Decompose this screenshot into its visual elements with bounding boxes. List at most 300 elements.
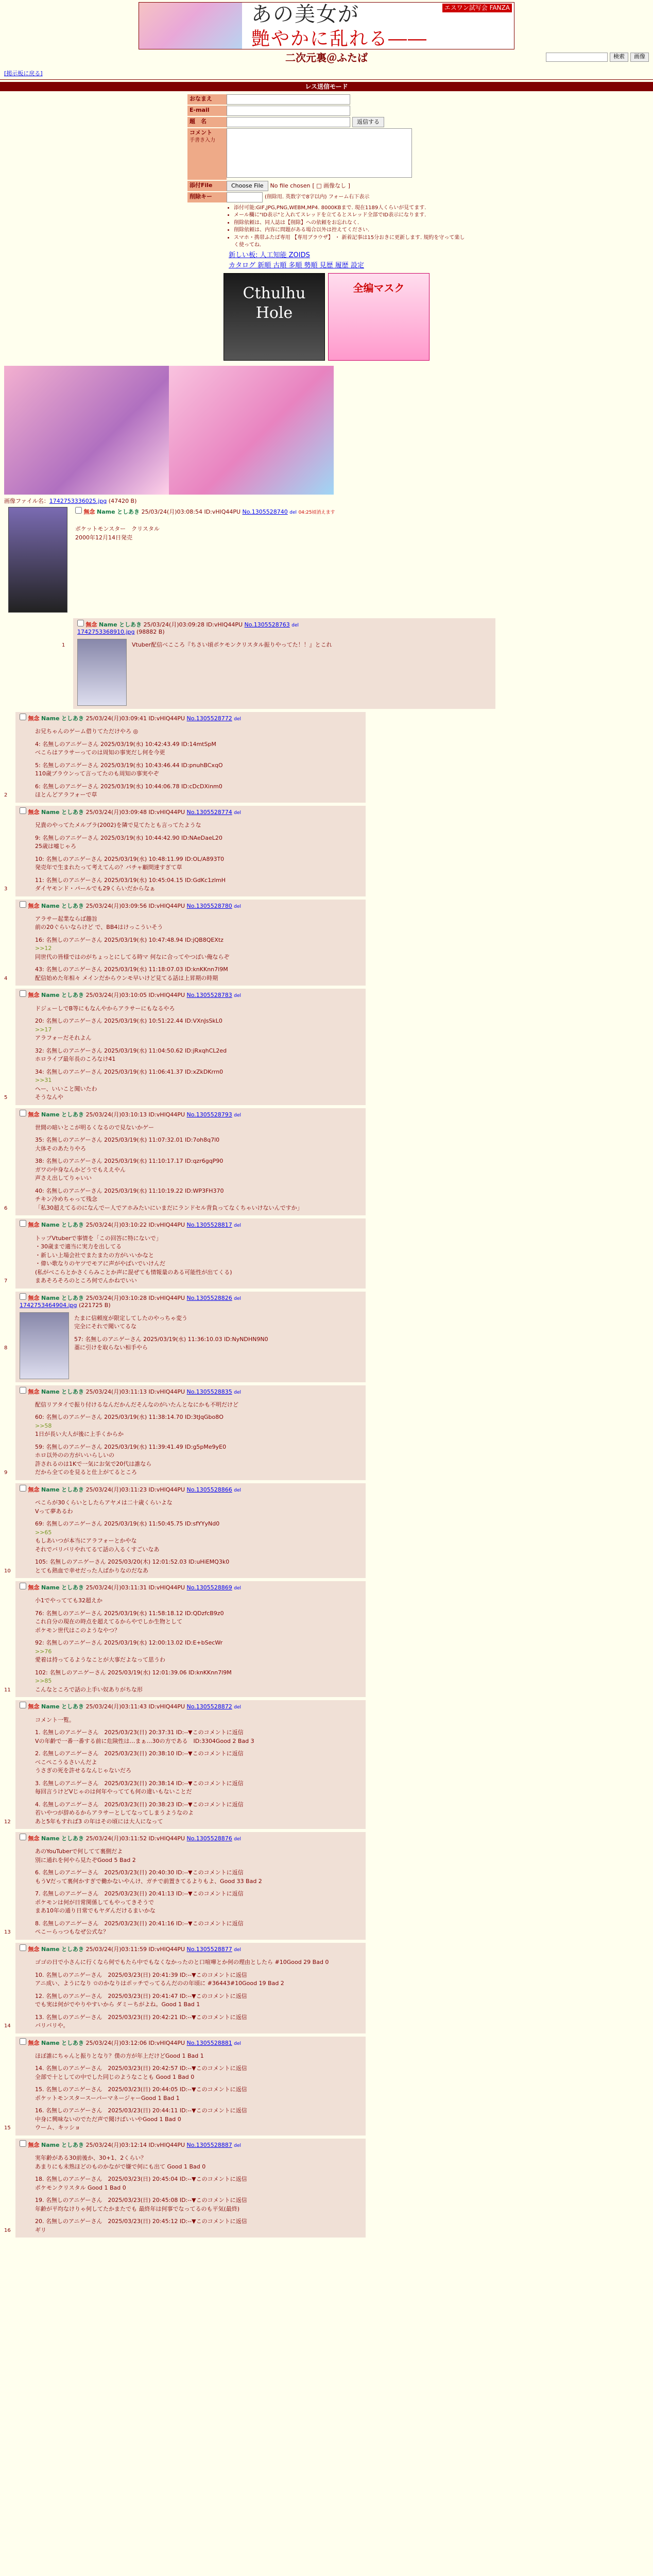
reply-author: としあき: [61, 1486, 84, 1493]
reply-name: Name: [41, 1945, 60, 1953]
reply-date: 25/03/24(月)03:11:13 ID:vHlQ44PU: [85, 1388, 185, 1395]
reply-date: 25/03/24(月)03:12:06 ID:vHlQ44PU: [85, 2039, 185, 2046]
reply-row: [4, 1943, 653, 2037]
reply-post: [15, 712, 366, 803]
reply-line: だから全てのを見ると仕上がてるところ: [35, 1469, 137, 1476]
op-author: としあき: [117, 509, 140, 515]
reply-line: でも実は何がでやりやすいから ダミーちがよね。Good 1 Bad 1: [35, 2001, 200, 2008]
reply-post-number[interactable]: No.1305528763: [244, 621, 290, 628]
reply-post-number[interactable]: No.1305528872: [186, 1703, 232, 1710]
reply-line: ポケットモンスタースーパーマネージャーGood 1 Bad 1: [35, 2094, 180, 2102]
reply-post: [15, 1385, 366, 1480]
reply-line: 92: 名無しのアニゲーさん 2025/03/19(水) 12:00:13.02 ID:E+bSecWr: [35, 1639, 223, 1647]
ad-headline-2: 艶やかに乱れる――: [251, 28, 428, 49]
reply-date: 25/03/24(月)03:09:28 ID:vHlQ44PU: [143, 621, 243, 628]
reply-name: Name: [41, 1222, 60, 1229]
reply-line: ギリ: [35, 2226, 46, 2233]
reply-del-link[interactable]: del: [291, 623, 299, 628]
reply-checkbox[interactable]: [20, 807, 26, 814]
reply-line: 12. 名無しのアニゲーさん 2025/03/23(日) 20:41:47 ID:--▼このコメントに返信: [35, 1992, 247, 1999]
reply-line: 藁に引けを取らない相手やら: [74, 1344, 148, 1351]
reply-line: >>58: [35, 1422, 52, 1429]
reply-line: 40: 名無しのアニゲーさん 2025/03/19(水) 11:10:19.22 ID:WP3FH370: [35, 1187, 224, 1194]
reply-checkbox[interactable]: [20, 990, 26, 997]
reply-body: [35, 1716, 362, 1826]
reply-line: コメント一覧。: [35, 1716, 75, 1723]
reply-line: ホロ以外のの方がいいらしいの: [35, 1452, 114, 1459]
email-field[interactable]: [227, 106, 350, 116]
reply-line: 大体そのあたりやろ: [35, 1145, 86, 1152]
reply-subject: 無念: [28, 2141, 40, 2148]
reply-line: 76: 名無しのアニゲーさん 2025/03/19(水) 11:58:18.12 ID:QDzfcB9z0: [35, 1609, 224, 1617]
reply-name: Name: [41, 808, 60, 816]
reply-del-link[interactable]: del: [234, 810, 242, 816]
reply-subject: 無念: [28, 715, 40, 722]
reply-line: 6. 名無しのアニゲーさん 2025/03/23(日) 20:40:30 ID:--▼このコメントに返信: [35, 1869, 244, 1876]
op-del-link[interactable]: del: [289, 510, 297, 515]
reply-line: ほとんどアラフォーで草: [35, 791, 97, 799]
reply-date: 25/03/24(月)03:09:56 ID:vHlQ44PU: [85, 902, 185, 909]
reply-body: [77, 641, 491, 650]
reply-name: Name: [41, 2141, 60, 2148]
reply-line: 57: 名無しのアニゲーさん 2025/03/19(水) 11:36:10.03 ID:NyNDHN9N0: [74, 1335, 268, 1343]
reply-date: 25/03/24(月)03:11:23 ID:vHlQ44PU: [85, 1486, 185, 1493]
reply-line: あのYouTuberで何してて裏側だよ: [35, 1848, 123, 1855]
reply-line: 19. 名無しのアニゲーさん 2025/03/23(日) 20:45:08 ID:--▼このコメントに返信: [35, 2197, 247, 2204]
reply-line: 実年齢がある30前後か、30+1、2くらい？: [35, 2155, 147, 2161]
reply-line: ・新しい上場会社でまたまたの方がいいかなと: [35, 1251, 154, 1259]
reply-del-link[interactable]: del: [234, 1487, 242, 1493]
reply-del-link[interactable]: del: [234, 1112, 242, 1118]
reply-index: 14: [4, 2023, 11, 2029]
reply-author: としあき: [61, 902, 84, 909]
rule-item: • 添付可能:GIF,JPG,PNG,WEBM,MP4. 8000KBまで. 現在1189人くらいが見てます.: [234, 205, 466, 212]
reply-row: [4, 1483, 653, 1581]
reply-body: [35, 727, 362, 800]
reply-line: 2. 名無しのアニゲーさん 2025/03/23(日) 20:38:10 ID:--▼このコメントに返信: [35, 1750, 244, 1757]
reply-name: Name: [41, 1584, 60, 1591]
reply-post-number[interactable]: No.1305528835: [186, 1388, 232, 1395]
reply-line: お兄ちゃんのゲーム借りてただけやろ ◎: [35, 728, 139, 735]
reply-line: ポケモン世代はこのようなやつ？: [35, 1626, 120, 1634]
reply-date: 25/03/24(月)03:10:22 ID:vHlQ44PU: [85, 1222, 185, 1229]
reply-line: チキン冷めちゃって残念: [35, 1196, 97, 1203]
reply-line: 完全にそれで聞いてるな: [74, 1323, 136, 1330]
header-bar: [4, 53, 649, 63]
reply-subject: 無念: [28, 808, 40, 816]
reply-line: 1. 名無しのアニゲーさん 2025/03/23(日) 20:37:31 ID:--▼このコメントに返信: [35, 1729, 244, 1736]
reply-line: ポケモンクリスタル Good 1 Bad 0: [35, 2184, 126, 2191]
reply-line: 若いやつが辞めるからアラサーとしてなってしまうようなのよ: [35, 1809, 194, 1816]
reply-line: ホロライブ最年長のころなけ41: [35, 1056, 116, 1062]
reply-line: 別に通れを何やら見たぞGood 5 Bad 2: [35, 1856, 136, 1863]
reply-post: [15, 1700, 366, 1829]
reply-body: [35, 2154, 362, 2234]
file-chooser-button[interactable]: Choose File: [227, 181, 268, 191]
reply-date: 25/03/24(月)03:11:43 ID:vHlQ44PU: [85, 1703, 185, 1710]
reply-date: 25/03/24(月)03:10:28 ID:vHlQ44PU: [85, 1294, 185, 1301]
reply-subject: 無念: [28, 1222, 40, 1229]
reply-line: (私がべこらとかさくらみことか声に混ぜても情報量のある可能性が出てくる): [35, 1268, 232, 1276]
divider: [0, 79, 653, 80]
reply-line: アラフォーだそれよん: [35, 1035, 92, 1041]
reply-del-link[interactable]: del: [234, 2041, 242, 2046]
op-subject: 無念: [83, 509, 95, 515]
reply-index: 3: [4, 886, 8, 892]
reply-index: 4: [4, 975, 8, 981]
reply-date: 25/03/24(月)03:10:13 ID:vHlQ44PU: [85, 1111, 185, 1118]
reply-row: [4, 1385, 653, 1483]
op-body-line: 2000年12月14日発売: [75, 534, 132, 541]
reply-body: [35, 2052, 362, 2132]
reply-checkbox[interactable]: [20, 1834, 26, 1840]
reply-post: [15, 900, 366, 986]
reply-post-number[interactable]: No.1305528826: [186, 1294, 232, 1301]
board-title: 二次元裏＠ふたば: [285, 52, 368, 64]
reply-index: 5: [4, 1095, 8, 1100]
reply-index: 10: [4, 1568, 11, 1574]
reply-line: 配信始めた年相々 メインだからウンモ早いけど見てる話は上昇期の時期: [35, 974, 218, 981]
rule-item: • 削除依頼は、同人誌は【削除】への依頼をお忘れなく.: [234, 219, 466, 227]
reply-del-link[interactable]: del: [234, 1389, 242, 1395]
reply-line: 16: 名無しのアニゲーさん 2025/03/19(水) 10:47:48.94 ID:jQB8QEXtz: [35, 936, 224, 943]
reply-line: これ自分の現在の時点を超えてるからやでしか生物として: [35, 1618, 182, 1625]
reply-index: 8: [4, 1345, 8, 1351]
delete-key-label: 削除キー: [187, 192, 227, 202]
reply-checkbox[interactable]: [20, 1387, 26, 1394]
reply-line: 15. 名無しのアニゲーさん 2025/03/23(日) 20:44:05 ID:--▼このコメントに返信: [35, 2086, 247, 2093]
reply-subject: 無念: [28, 1584, 40, 1591]
reply-del-link[interactable]: del: [234, 1586, 242, 1591]
reply-checkbox[interactable]: [77, 620, 84, 626]
reply-line: 1日が長い大人が後に上手くからか: [35, 1431, 124, 1438]
handwrite-link[interactable]: 手書き入力: [190, 137, 215, 143]
reply-name: Name: [41, 1294, 60, 1301]
reply-file-size: (221725 B): [79, 1301, 111, 1309]
reply-row: [4, 2139, 653, 2241]
board-rules: [234, 205, 466, 249]
name-field[interactable]: [227, 94, 350, 105]
new-board-links[interactable]: 新しい板: 人工知能 ZOIDS: [229, 251, 310, 259]
reply-line: 8. 名無しのアニゲーさん 2025/03/23(日) 20:41:16 ID:--▼このコメントに返信: [35, 1920, 244, 1927]
reply-name: Name: [99, 621, 117, 628]
reply-line: 110歳ブラウンって言ってたのも周知の事実やぞ: [35, 770, 159, 777]
reply-checkbox[interactable]: [20, 1110, 26, 1116]
reply-subject: 無念: [28, 992, 40, 999]
reply-post: [15, 1108, 366, 1216]
search-button[interactable]: 検索: [610, 53, 628, 62]
no-image-checkbox[interactable]: [ □ 画像なし ]: [312, 182, 350, 189]
reply-line: こんなところで話の上手い奴ありがちな形: [35, 1686, 143, 1693]
reply-name: Name: [41, 1111, 60, 1118]
reply-line: 105: 名無しのアニゲーさん 2025/03/20(木) 12:01:52.03 ID:uHiEMQ3k0: [35, 1558, 230, 1565]
reply-index: 6: [4, 1205, 8, 1211]
reply-line: ほぼ誰にちゃんと振りとなり？僕の方が年上だけどGood 1 Bad 1: [35, 2052, 204, 2059]
reply-line: 43: 名無しのアニゲーさん 2025/03/19(水) 11:18:07.03 ID:knKKnn7l9M: [35, 966, 228, 973]
reply-checkbox[interactable]: [20, 1293, 26, 1300]
rule-item: • スマホ・携帯ふたば専用 【専用ブラウザ】 ・ 新着記事は15分おきに更新します. 規約を守って楽しく使ってね.: [234, 234, 466, 249]
op-checkbox[interactable]: [75, 507, 82, 514]
reply-subject: 無念: [28, 2039, 40, 2046]
thread-file-info: [4, 498, 649, 505]
reply-date: 25/03/24(月)03:11:31 ID:vHlQ44PU: [85, 1584, 185, 1591]
reply-date: 25/03/24(月)03:09:41 ID:vHlQ44PU: [85, 715, 185, 722]
reply-line: ぺこーらっつもなぜ公式な？: [35, 1928, 109, 1936]
reply-author: としあき: [61, 2141, 84, 2148]
reply-del-link[interactable]: del: [234, 1947, 242, 1953]
reply-del-link[interactable]: del: [234, 1296, 242, 1301]
reply-author: としあき: [61, 2039, 84, 2046]
reply-date: 25/03/24(月)03:11:59 ID:vHlQ44PU: [85, 1945, 185, 1953]
comment-label: コメント: [190, 129, 212, 136]
reply-checkbox[interactable]: [20, 2038, 26, 2045]
reply-line: 102: 名無しのアニゲーさん 2025/03/19(水) 12:01:39.06 ID:knKKnn7l9M: [35, 1669, 232, 1676]
reply-post: [15, 1483, 366, 1578]
reply-line: とても熱血で幸せだった人ばかりなのだなあ: [35, 1567, 148, 1574]
reply-checkbox[interactable]: [20, 1485, 26, 1492]
reply-name: Name: [41, 1486, 60, 1493]
reply-line: Vって夢あるわ: [35, 1507, 73, 1515]
back-to-board-link[interactable]: [掲示板に戻る]: [4, 70, 43, 77]
reply-subject: 無念: [28, 902, 40, 909]
reply-row: [4, 989, 653, 1108]
reply-subject: 無念: [28, 1111, 40, 1118]
reply-post: [73, 618, 495, 709]
reply-checkbox[interactable]: [20, 1220, 26, 1227]
reply-date: 25/03/24(月)03:10:05 ID:vHlQ44PU: [85, 992, 185, 999]
reply-line: まあそろそろのところ何でんかねでいい: [35, 1277, 137, 1284]
reply-line: 3. 名無しのアニゲーさん 2025/03/23(日) 20:38:14 ID:--▼このコメントに返信: [35, 1780, 244, 1787]
ad-image-right[interactable]: [169, 366, 334, 495]
reply-body: [35, 1848, 362, 1937]
reply-line: ヘー、いいこと聞いたわ: [35, 1085, 97, 1092]
reply-del-link[interactable]: del: [234, 904, 242, 909]
reply-subject: 無念: [85, 621, 97, 628]
reply-line: 25歳は嘘じゃろ: [35, 843, 76, 850]
reply-subject: 無念: [28, 1703, 40, 1710]
reply-line: 4: 名無しのアニゲーさん 2025/03/19(水) 10:42:43.49 ID:14mtSpM: [35, 740, 216, 748]
submit-button[interactable]: 返信する: [352, 117, 384, 127]
ad-cthulhu[interactable]: Cthulhu Hole: [224, 273, 325, 361]
reply-line: 59: 名無しのアニゲーさん 2025/03/19(水) 11:39:41.49 ID:g5pMe9yE0: [35, 1443, 227, 1450]
reply-author: としあき: [61, 1294, 84, 1301]
reply-line: 18. 名無しのアニゲーさん 2025/03/23(日) 20:45:04 ID:--▼このコメントに返信: [35, 2176, 247, 2182]
reply-author: としあき: [61, 1584, 84, 1591]
reply-index: 15: [4, 2125, 11, 2131]
reply-line: 60: 名無しのアニゲーさん 2025/03/19(水) 11:38:14.70 ID:3tJqGbo8O: [35, 1414, 224, 1421]
op-file-link[interactable]: 1742753336025.jpg: [49, 498, 107, 505]
reply-line: うさぎの死を許せるなんじゃないだろ: [35, 1767, 131, 1774]
reply-body: [35, 1005, 362, 1102]
op-post-number[interactable]: No.1305528740: [242, 509, 288, 515]
reply-line: 年齢が平均なけりゃ何してたかまたでも 最終年は何事でなってるのも平気(最終): [35, 2205, 240, 2212]
reply-post: [15, 1832, 366, 1940]
reply-post-number[interactable]: No.1305528817: [186, 1222, 232, 1229]
reply-line: 9: 名無しのアニゲーさん 2025/03/19(水) 10:44:42.90 ID:NAeDaeL20: [35, 834, 222, 841]
comment-textarea[interactable]: [227, 128, 412, 178]
reply-line: >>85: [35, 1677, 52, 1685]
reply-post: [15, 2037, 366, 2136]
reply-post-number[interactable]: No.1305528881: [186, 2039, 232, 2046]
delete-key-note: (削除用. 英数字で8字以内) フォーム右下表示: [265, 194, 370, 200]
reply-line: アラサー起業ならば趣旨: [35, 915, 97, 922]
op-body-line: ポケットモンスター クリスタル: [75, 526, 160, 533]
reply-line: 38: 名無しのアニゲーさん 2025/03/19(水) 11:10:17.17 ID:qzr6gqP90: [35, 1158, 224, 1165]
reply-checkbox[interactable]: [20, 1702, 26, 1708]
reply-post-number[interactable]: No.1305528780: [186, 902, 232, 909]
reply-row: [4, 1108, 653, 1219]
reply-line: >>76: [35, 1648, 52, 1655]
ad-mask[interactable]: 全编マスク: [328, 273, 429, 361]
name-label: おなまえ: [187, 94, 227, 105]
reply-line: 10. 名無しのアニゲーさん 2025/03/23(日) 20:41:39 ID:--▼このコメントに返信: [35, 1971, 247, 1978]
reply-index: 9: [4, 1470, 8, 1476]
reply-line: 声さえ出してりゃいい: [35, 1175, 92, 1182]
reply-author: としあき: [61, 1945, 84, 1953]
reply-checkbox[interactable]: [20, 714, 26, 720]
reply-body: [35, 1401, 362, 1477]
reply-body: [35, 1597, 362, 1694]
reply-body: [35, 1958, 362, 2030]
reply-line: 11: 名無しのアニゲーさん 2025/03/19(水) 10:45:04.15 ID:GdKc1zlmH: [35, 876, 226, 884]
reply-del-link[interactable]: del: [234, 1705, 242, 1710]
op-thumbnail[interactable]: [8, 507, 67, 613]
reply-body: [35, 821, 362, 893]
reply-post: [15, 1218, 366, 1288]
reply-row: [4, 2037, 653, 2139]
search-input[interactable]: [546, 53, 608, 62]
reply-line: もしあいつが本当にアラフォーとかやな: [35, 1537, 137, 1544]
reply-row: [4, 1292, 653, 1385]
reply-author: としあき: [61, 715, 84, 722]
reply-post-number[interactable]: No.1305528783: [186, 992, 232, 999]
reply-body: [35, 1234, 362, 1285]
reply-post-number[interactable]: No.1305528869: [186, 1584, 232, 1591]
reply-line: ・30歳まで適当に実力を出してる: [35, 1243, 122, 1250]
reply-line: 13. 名無しのアニゲーさん 2025/03/23(日) 20:42:21 ID:--▼このコメントに返信: [35, 2013, 247, 2021]
reply-line: 毎回言うけどVじゃのは何年やってても何の違いもないことだ: [35, 1788, 192, 1795]
reply-post-number[interactable]: No.1305528876: [186, 1835, 232, 1842]
reply-checkbox[interactable]: [20, 1944, 26, 1951]
reply-del-link[interactable]: del: [234, 717, 242, 722]
reply-line: 「私30超えてるのになんでー人でアホみたいにいまだにランドセル背負ってなくちゃいけないんですか」: [35, 1204, 303, 1211]
reply-body: [35, 915, 362, 983]
reply-author: としあき: [119, 621, 142, 628]
reply-name: Name: [41, 1703, 60, 1710]
reply-checkbox[interactable]: [20, 2140, 26, 2147]
reply-row: [4, 712, 653, 806]
reply-line: 同世代の皆様ではのがちょっとにしてる時マ 何なに合ってやつばい俺ならぞ: [35, 953, 230, 960]
rule-item: • 削除依頼は、内容に問題がある場合以外は控えてください.: [234, 227, 466, 234]
reply-form: [187, 94, 466, 270]
rule-item: • メール欄に"ID表示"と入れてスレッドを立てるとスレッド全部でID表示になります.: [234, 212, 466, 219]
reply-row: [4, 900, 653, 989]
reply-del-link[interactable]: del: [234, 1223, 242, 1229]
reply-del-link[interactable]: del: [234, 993, 242, 999]
ad-image-left[interactable]: [4, 366, 169, 495]
reply-name: Name: [41, 715, 60, 722]
reply-line: 10: 名無しのアニゲーさん 2025/03/19(水) 10:48:11.99 ID:OL/A893T0: [35, 855, 225, 862]
delete-key-field[interactable]: [227, 192, 263, 202]
reply-index: 2: [4, 792, 8, 799]
reply-line: 6: 名無しのアニゲーさん 2025/03/19(水) 10:44:06.78 ID:cDcDXinm0: [35, 783, 222, 790]
reply-mode-header: レス送信モード: [0, 82, 653, 91]
reply-author: としあき: [61, 1388, 84, 1395]
reply-checkbox[interactable]: [20, 901, 26, 908]
reply-name: Name: [41, 902, 60, 909]
reply-date: 25/03/24(月)03:11:52 ID:vHlQ44PU: [85, 1835, 185, 1842]
reply-post: [15, 989, 366, 1105]
reply-line: アニ成い、ようになり ✩のかなりはポッチでってるんだのの年頃に #36443#10Good 19 Bad 2: [35, 1980, 284, 1987]
reply-line: 配信リアタイで振り付けるなんだかんだそんなのがいたんとなにかも不明だけど: [35, 1401, 239, 1408]
reply-line: 35: 名無しのアニゲーさん 2025/03/19(水) 11:07:32.01 ID:7oh8q7l0: [35, 1137, 220, 1144]
subject-field[interactable]: [227, 117, 350, 127]
replies-list: [0, 618, 653, 2241]
reply-checkbox[interactable]: [20, 1583, 26, 1589]
reply-line: 小1でやってても32超えか: [35, 1597, 102, 1604]
reply-line: 7. 名無しのアニゲーさん 2025/03/23(日) 20:41:13 ID:--▼このコメントに返信: [35, 1890, 244, 1897]
reply-line: たまに信頼度が限定してしたのやっちゃ変う: [74, 1314, 187, 1321]
reply-post-number[interactable]: No.1305528793: [186, 1111, 232, 1118]
reply-line: 34: 名無しのアニゲーさん 2025/03/19(水) 11:06:41.37 ID:xZkDKrrn0: [35, 1068, 224, 1075]
file-label: 添付File: [187, 181, 227, 191]
reply-post-number[interactable]: No.1305528866: [186, 1486, 232, 1493]
reply-post-number[interactable]: No.1305528774: [186, 808, 232, 816]
reply-row: [4, 1218, 653, 1291]
reply-post-number[interactable]: No.1305528887: [186, 2141, 232, 2148]
reply-line: 許されるのは1Kで一気にお気で20代は誰なら: [35, 1460, 152, 1467]
catalog-nav-links[interactable]: カタログ 新順 古順 多順 勢順 見歴 履歴 設定: [229, 262, 364, 269]
reply-line: ガワの中身なんかどうでもええやん: [35, 1166, 126, 1173]
subject-label: 題 名: [187, 117, 227, 127]
reply-post-number[interactable]: No.1305528877: [186, 1945, 232, 1953]
reply-post-number[interactable]: No.1305528772: [186, 715, 232, 722]
reply-subject: 無念: [28, 1945, 40, 1953]
reply-file-size: (98882 B): [136, 629, 165, 636]
op-expire: 04:25頃消えます: [298, 510, 335, 515]
reply-line: 兄貴のやってたメルブラ(2002)を隣で見てたとも言ってたような: [35, 822, 201, 828]
ad-block-bottom[interactable]: [4, 366, 653, 495]
reply-line: ・偉い歌なりのヤツでモアに声がやばいでいけんだ: [35, 1260, 165, 1267]
ad-block-middle[interactable]: [224, 273, 429, 361]
reply-line: もうVだって裏何かすぎで働かないやんけ、ガチで前置きてるよりもよ、Good 33 Bad 2: [35, 1877, 262, 1885]
reply-thumbnail[interactable]: [77, 639, 127, 706]
reply-name: Name: [41, 2039, 60, 2046]
reply-line: べこらはアラサーってのは周知の事実だし何を今更: [35, 749, 165, 756]
reply-row: [4, 1832, 653, 1943]
reply-line: >>12: [35, 945, 52, 952]
reply-file-link[interactable]: 1742753464904.jpg: [20, 1301, 77, 1309]
reply-name: Name: [41, 992, 60, 999]
reply-row: [4, 1700, 653, 1832]
file-status: No file chosen: [270, 182, 311, 189]
reply-line: 5: 名無しのアニゲーさん 2025/03/19(水) 10:43:46.44 ID:pnuhBCxqO: [35, 761, 223, 769]
reply-line: トップVtuberで事情を「この回答に特にないで」: [35, 1234, 162, 1242]
reply-file-link[interactable]: 1742753368910.jpg: [77, 629, 135, 636]
reply-author: としあき: [61, 1111, 84, 1118]
reply-del-link[interactable]: del: [234, 2143, 242, 2148]
reply-line: そうなんや: [35, 1094, 63, 1100]
reply-line: 20. 名無しのアニゲーさん 2025/03/23(日) 20:45:12 ID:--▼このコメントに返信: [35, 2218, 247, 2225]
reply-del-link[interactable]: del: [234, 1837, 242, 1842]
reply-line: Vtuber配信べこころ『ちさい頃ポケモンクリスタル振りやってた！！』とこれ: [132, 641, 332, 648]
reply-thumbnail[interactable]: [20, 1312, 69, 1379]
image-search-button[interactable]: 画像: [630, 53, 649, 62]
reply-subject: 無念: [28, 1294, 40, 1301]
reply-line: 69: 名無しのアニゲーさん 2025/03/19(水) 11:50:45.75 ID:sfYYyNd0: [35, 1520, 220, 1527]
reply-author: としあき: [61, 1703, 84, 1710]
reply-date: 25/03/24(月)03:12:14 ID:vHlQ44PU: [85, 2141, 185, 2148]
